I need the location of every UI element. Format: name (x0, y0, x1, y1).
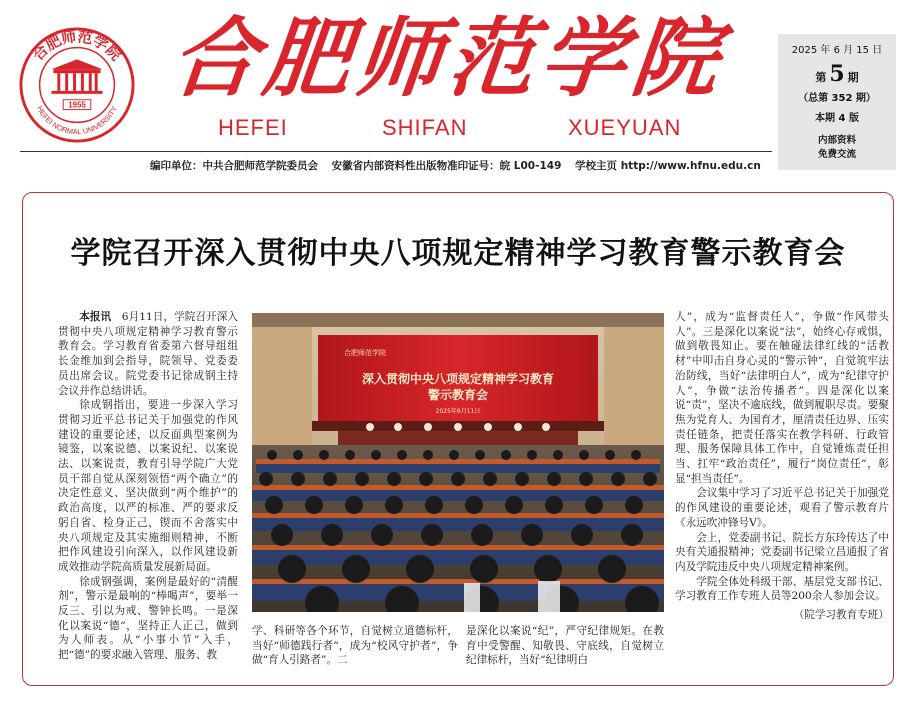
article-headline: 学院召开深入贯彻中央八项规定精神学习教育警示教育会 (70, 236, 846, 271)
header-divider (20, 151, 772, 152)
article-paragraph: 会上，党委副书记、院长方东玲传达了中央有关通报精神；党委副书记梁立昌通报了省内及学院违反中央八项规定精神案例。 (675, 531, 889, 573)
svg-text:合肥师范学院 (29, 27, 126, 64)
masthead-pinyin-2: SHIFAN (382, 115, 468, 140)
article-paragraph: 会议集中学习了习近平总书记关于加强党的作风建设的重要论述，观看了警示教育片《永远吹冲锋号Ⅴ》。 (675, 487, 889, 529)
screen-logo-text: 合肥师范学院 (344, 349, 386, 357)
masthead-pinyin-3: XUEYUAN (568, 115, 682, 140)
building-icon (51, 59, 102, 93)
publication-info (150, 158, 771, 173)
issue-info-box (778, 34, 896, 170)
university-seal (18, 26, 136, 144)
article-paragraph: 人”，成为“监督责任人”，争做“作风带头人”。三是深化以案说“法”，始终心存戒惧，做到敬畏知止。要在触碰法律红线的“活教材”中叩击自身心灵的“警示钟”，自觉筑牢法治防线，当好“法律明白人”，成为“纪律守护人”，争做“法治传播者”。四是深化以案说“责”，坚决不逾底线，做到履职尽责。要聚焦为党育人、为国育才，厘清责任边界、压实责任链条，把责任落实在教学科研、行政管理、服务保障具体工作中，自觉锤炼责任担当、扛牢“政治责任”，履行“岗位责任”，彰显“担当责任”。 (675, 311, 889, 485)
screen-banner-line2: 警示教育会 (427, 388, 489, 402)
meeting-photo (252, 313, 664, 612)
homepage-link[interactable]: 学校主页 http://www.hfnu.edu.cn (575, 160, 761, 172)
issue-internal-note: 内部资料 免费交流 (817, 135, 856, 160)
issue-date: 2025 年 6 月 15 日 (791, 45, 883, 56)
article-column-4 (675, 310, 889, 623)
article-paragraph: 徐成钢强调，案例是最好的“清醒剂”，警示是最响的“棒喝声”，要举一反三、引以为戒、警钟长鸣。一是深化以案说“德”，坚持正人正己，做到为人师表。从“小事小节”入手，把“德”的要求融入管理、服务、教 (58, 575, 238, 662)
publisher: 编印单位：中共合肥师范学院委员会 (150, 160, 318, 172)
article-column-3-bottom: 是深化以案说“纪”，严守纪律规矩。在教育中受警醒、知敬畏、守底线，自觉树立纪律标杆，当好“纪律明白 (466, 625, 664, 667)
seal-top-text: 合肥师范学院 (29, 28, 125, 65)
issue-number: 第 5 期 (815, 61, 859, 87)
article-paragraph: 本报讯 6月11日，学院召开深入贯彻中央八项规定精神学习教育警示教育会。学习教育省委第六督导组组长金维加到会指导，院领导、党委委员出席会议。院党委书记徐成钢主持会议并作总结讲话。 (58, 311, 238, 397)
article-paragraph: 学院全体处科级干部、基层党支部书记、学习教育工作专班人员等200余人参加会议。 (675, 575, 889, 603)
article-signature: （院学习教育专班） (793, 609, 889, 622)
article-column-2-bottom: 学、科研等各个环节，自觉树立道德标杆，当好“师德践行者”，成为“校风守护者”，争做“育人引路者”。二 (252, 625, 458, 667)
article-paragraph: 徐成钢指出，要进一步深入学习贯彻习近平总书记关于加强党的作风建设的重要论述，以反面典型案例为镜鉴，以案说德、以案说纪、以案说法、以案说责，教育引导学院广大党员干部自觉从深刻领悟“两个确立”的决定性意义、坚决做到“两个维护”的政治高度，以严的标准、严的要求反躬自省、检身正己，锲而不舍落实中央八项规定及其实施细则精神，不断把作风建设引向深入，以作风建设新成效推动学院高质量发展新局面。 (58, 399, 238, 573)
issue-pages: 本期 4 版 (815, 113, 859, 124)
issue-total: （总第 352 期） (798, 93, 876, 104)
seal-bottom-text: HEFEI NORMAL UNIVERSITY (35, 104, 119, 137)
screen-banner-date: 2025年6月11日 (435, 408, 481, 415)
masthead-title: 合肥师范学院 (166, 8, 730, 109)
license-number: 安徽省内部资料性出版物准印证号：皖 L00-149 (331, 160, 562, 172)
masthead-pinyin-1: HEFEI (218, 115, 288, 140)
seal-year: 1955 (68, 100, 86, 110)
article-column-1 (58, 310, 238, 663)
screen-banner-line1: 深入贯彻中央八项规定精神学习教育 (361, 372, 555, 386)
